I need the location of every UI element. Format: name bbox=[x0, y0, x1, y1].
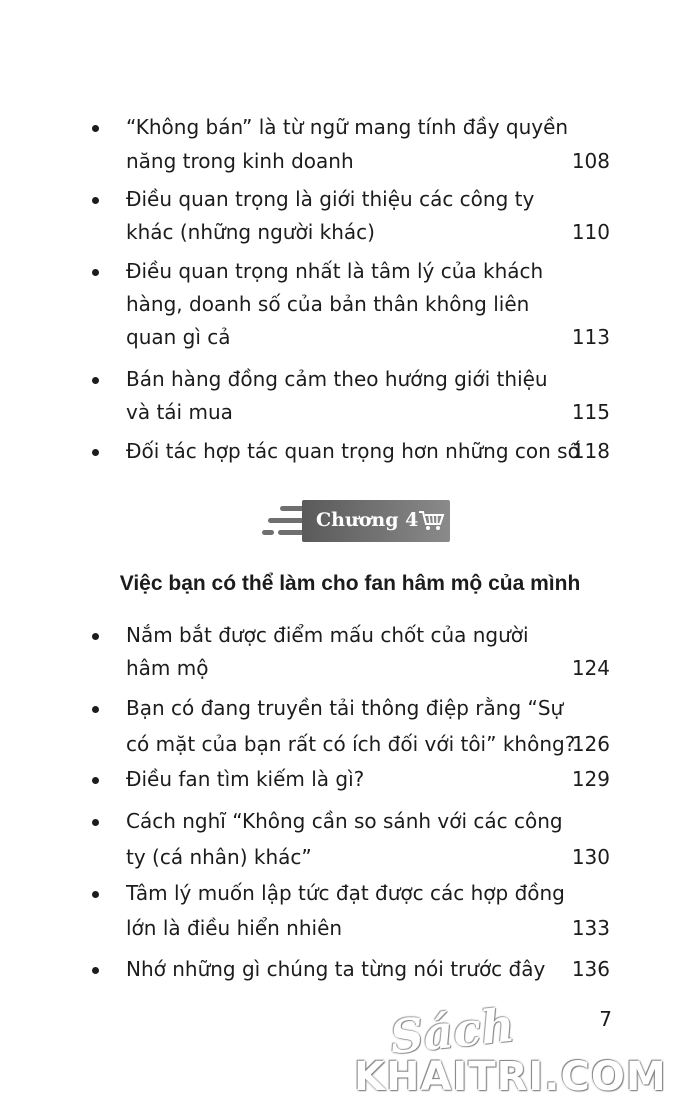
toc-entry-text: và tái mua bbox=[126, 400, 233, 424]
bullet-icon bbox=[92, 777, 99, 784]
toc-entry-text: có mặt của bạn rất có ích đối với tôi” không? bbox=[126, 732, 576, 756]
bullet-icon bbox=[92, 706, 99, 713]
toc-entry-text: Điều fan tìm kiếm là gì? bbox=[126, 767, 365, 791]
speed-stripe bbox=[262, 530, 274, 535]
bullet-icon bbox=[92, 377, 99, 384]
toc-entry-text: hàng, doanh số của bản thân không liên bbox=[126, 292, 530, 316]
toc-page-number: 110 bbox=[571, 220, 610, 244]
toc-page-number: 129 bbox=[571, 767, 610, 791]
toc-page-number: 133 bbox=[571, 916, 610, 940]
watermark-logo bbox=[354, 997, 684, 1106]
toc-page-number: 130 bbox=[571, 845, 610, 869]
watermark-main: KHAITRI.COM bbox=[354, 1054, 667, 1100]
toc-entry-text: năng trong kinh doanh bbox=[126, 149, 354, 173]
bullet-icon bbox=[92, 197, 99, 204]
bullet-icon bbox=[92, 633, 99, 640]
toc-page-number: 136 bbox=[571, 957, 610, 981]
toc-entry-text: hâm mộ bbox=[126, 656, 209, 680]
chapter-banner bbox=[262, 498, 452, 544]
bullet-icon bbox=[92, 967, 99, 974]
toc-page-number: 124 bbox=[571, 656, 610, 680]
toc-entry-text: Tâm lý muốn lập tức đạt được các hợp đồng bbox=[126, 881, 565, 905]
toc-entry-text: “Không bán” là từ ngữ mang tính đầy quyền bbox=[126, 115, 569, 139]
toc-entry-text: khác (những người khác) bbox=[126, 220, 375, 244]
bullet-icon bbox=[92, 819, 99, 826]
watermark-script: Sách bbox=[387, 997, 517, 1065]
toc-entry-text: ty (cá nhân) khác” bbox=[126, 845, 312, 869]
toc-entry-text: Nhớ những gì chúng ta từng nói trước đây bbox=[126, 957, 546, 981]
toc-page-number: 115 bbox=[571, 400, 610, 424]
toc-page-number: 113 bbox=[571, 325, 610, 349]
toc-entry-text: Bạn có đang truyền tải thông điệp rằng “Sự bbox=[126, 696, 564, 720]
toc-page-number: 126 bbox=[571, 732, 610, 756]
toc-entry-text: Đối tác hợp tác quan trọng hơn những con số bbox=[126, 439, 580, 463]
shopping-cart-icon bbox=[418, 510, 446, 532]
bullet-icon bbox=[92, 449, 99, 456]
toc-entry-text: Điều quan trọng nhất là tâm lý của khách bbox=[126, 259, 544, 283]
bullet-icon bbox=[92, 125, 99, 132]
bullet-icon bbox=[92, 891, 99, 898]
chapter-label: Chương 4 bbox=[316, 509, 419, 531]
page-number: 7 bbox=[599, 1007, 612, 1031]
toc-page-number: 108 bbox=[571, 149, 610, 173]
toc-entry-text: quan gì cả bbox=[126, 325, 231, 349]
toc-entry-text: lớn là điều hiển nhiên bbox=[126, 916, 343, 940]
toc-entry-text: Bán hàng đồng cảm theo hướng giới thiệu bbox=[126, 367, 548, 391]
toc-entry-text: Nắm bắt được điểm mấu chốt của người bbox=[126, 623, 529, 647]
toc-page-number: 118 bbox=[571, 439, 610, 463]
bullet-icon bbox=[92, 269, 99, 276]
toc-entry-text: Cách nghĩ “Không cần so sánh với các công bbox=[126, 809, 563, 833]
toc-entry-text: Điều quan trọng là giới thiệu các công ty bbox=[126, 187, 535, 211]
chapter-title: Việc bạn có thể làm cho fan hâm mộ của mình bbox=[119, 572, 581, 595]
